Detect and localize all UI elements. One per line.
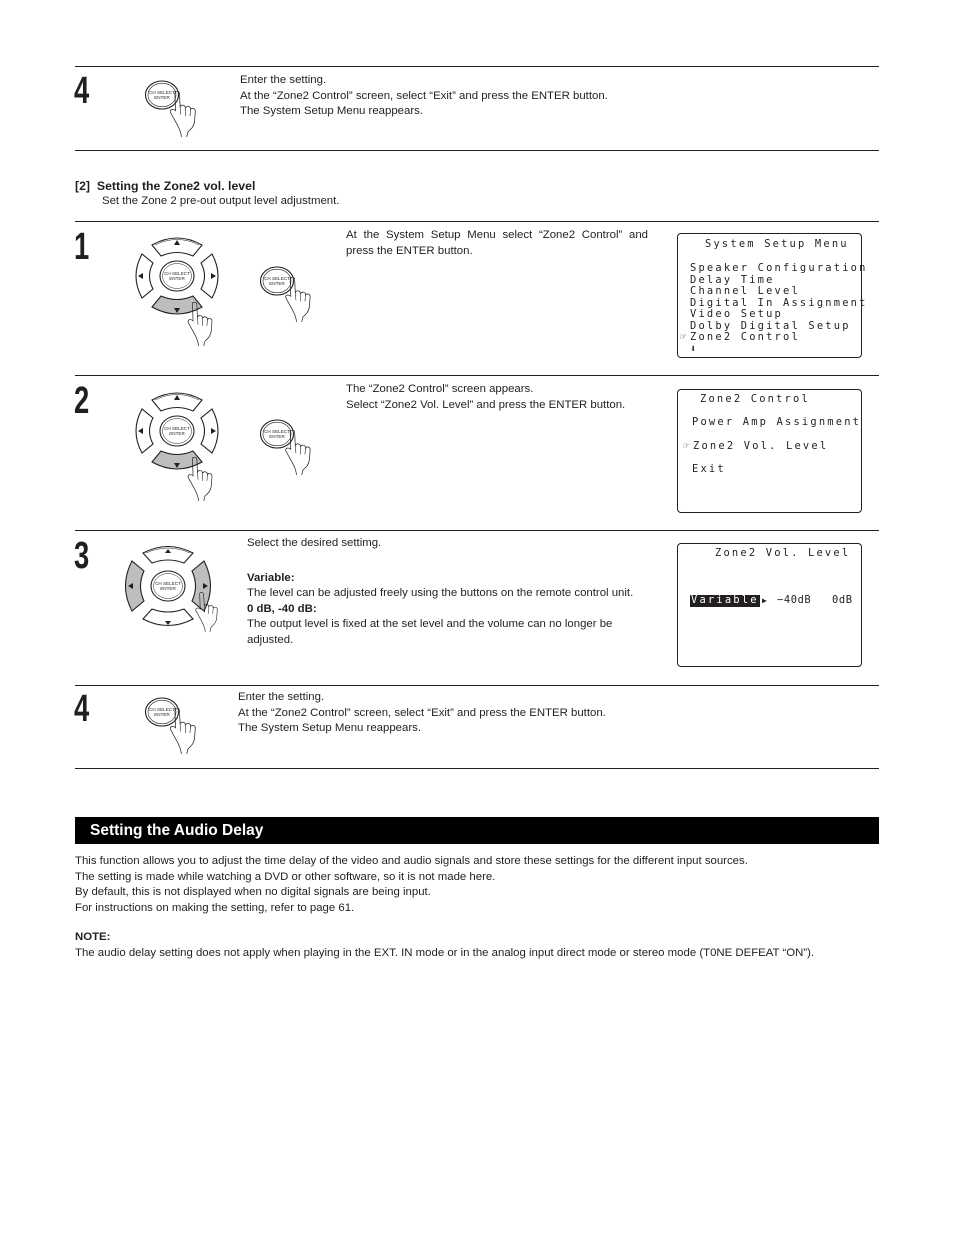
enter-button-press-icon: [255, 260, 327, 322]
svg-text:CH SELECT: CH SELECT: [264, 276, 290, 281]
step4-bottom-line3: The System Setup Menu reappears.: [238, 722, 421, 735]
cursor-pad-down-icon: [130, 232, 226, 348]
option-minus-40db: −40dB: [777, 594, 812, 606]
step4-bottom-line1: Enter the setting.: [238, 691, 325, 703]
menu-item-delay-time: Delay Time: [690, 273, 775, 286]
pointer-icon: ☞: [683, 440, 690, 452]
arrow-right-icon: ▶: [762, 596, 767, 605]
menu-item-zone2-control: Zone2 Control: [690, 331, 800, 343]
menu-item-video-setup: Video Setup: [690, 308, 784, 320]
step-number: 4: [74, 688, 90, 730]
audio-delay-para2: The setting is made while watching a DVD or other software, so it is not made here.: [75, 870, 496, 883]
svg-text:CH SELECT: CH SELECT: [149, 707, 175, 712]
audio-delay-para1: This function allows you to adjust the time delay of the video and audio signals and store these settings for the different input sources.: [75, 855, 748, 867]
section-subtext: Set the Zone 2 pre-out output level adjustment.: [102, 195, 340, 207]
menu-item-dolby-digital-setup: Dolby Digital Setup: [690, 319, 851, 332]
divider: [75, 685, 879, 686]
menu-item-speaker-configuration: Speaker Configuration: [690, 262, 868, 274]
cursor-pad-right-icon: [118, 541, 226, 641]
step3-intro: Select the desired settimg.: [247, 537, 382, 549]
step4-top-text: [240, 73, 680, 120]
section-heading: [2] Setting the Zone2 vol. level: [75, 179, 256, 193]
step-number: 1: [74, 226, 90, 268]
svg-text:ENTER: ENTER: [154, 712, 170, 717]
step2-text: [346, 382, 648, 413]
fixed-level-description: The output level is fixed at the set level and the volume can no longer be adjusted.: [247, 618, 613, 646]
svg-text:CH SELECT: CH SELECT: [155, 581, 181, 586]
scroll-down-icon: ⬇: [690, 342, 697, 355]
zone2-control-screen: [677, 389, 862, 513]
variable-label: Variable:: [247, 571, 295, 584]
fixed-level-label: 0 dB, -40 dB:: [247, 602, 317, 615]
step4-top-line3: The System Setup Menu reappears.: [240, 105, 423, 118]
system-setup-menu-screen: [677, 233, 868, 358]
option-0db: 0dB: [832, 594, 853, 606]
svg-text:ENTER: ENTER: [169, 431, 185, 436]
step-number: 3: [74, 535, 90, 577]
enter-button-press-icon: [255, 413, 327, 475]
variable-description: The level can be adjusted freely using the buttons on the remote control unit.: [247, 587, 634, 600]
menu-item-power-amp-assignment: Power Amp Assignment: [692, 416, 862, 428]
screen-title: Zone2 Vol. Level: [715, 547, 851, 559]
step4-top-line1: Enter the setting.: [240, 74, 327, 86]
note-text: The audio delay setting does not apply when playing in the EXT. IN mode or in the analog input direct mode or stereo mode (T0NE DEFEAT “ON”).: [75, 946, 815, 959]
svg-text:CH SELECT: CH SELECT: [164, 271, 190, 276]
step2-line2: Select “Zone2 Vol. Level” and press the ENTER button.: [346, 398, 626, 411]
section-title-audio-delay: Setting the Audio Delay: [75, 817, 879, 844]
svg-text:ENTER: ENTER: [269, 434, 285, 439]
enter-button-press-icon: [140, 77, 212, 137]
step4-bottom-text: [238, 690, 678, 737]
svg-text:ENTER: ENTER: [269, 281, 285, 286]
step2-line1: The “Zone2 Control” screen appears.: [346, 383, 534, 395]
zone2-vol-level-screen: [677, 543, 862, 667]
divider: [75, 221, 879, 222]
pointer-icon: ☞: [680, 331, 687, 343]
button-label-enter: ENTER: [154, 95, 170, 100]
menu-item-digital-in-assignment: Digital In Assignment: [690, 296, 868, 309]
menu-item-zone2-vol-level: Zone2 Vol. Level: [693, 440, 829, 452]
enter-button-press-icon: [140, 694, 212, 754]
audio-delay-para3: By default, this is not displayed when no digital signals are being input.: [75, 886, 431, 899]
audio-delay-para4: For instructions on making the setting, refer to page 61.: [75, 901, 355, 914]
step4-top-line2: At the “Zone2 Control” screen, select “Exit” and press the ENTER button.: [240, 89, 608, 102]
svg-text:ENTER: ENTER: [160, 586, 176, 591]
divider: [75, 530, 879, 531]
divider: [75, 375, 879, 376]
screen-title: System Setup Menu: [705, 238, 849, 250]
svg-text:CH SELECT: CH SELECT: [164, 426, 190, 431]
svg-text:ENTER: ENTER: [169, 276, 185, 281]
svg-text:CH SELECT: CH SELECT: [264, 429, 290, 434]
top-divider: [75, 66, 879, 67]
menu-item-exit: Exit: [692, 463, 726, 475]
step-number: 2: [74, 380, 90, 422]
option-variable-selected: Variable: [691, 594, 759, 606]
cursor-pad-down-icon: [130, 387, 226, 503]
divider: [75, 150, 879, 151]
note-label: NOTE:: [75, 931, 111, 944]
step1-text: At the System Setup Menu select “Zone2 Control” and press the ENTER button.: [346, 229, 648, 257]
audio-delay-body: [75, 854, 895, 962]
step-number: 4: [74, 70, 90, 112]
menu-item-channel-level: Channel Level: [690, 285, 800, 297]
divider: [75, 768, 879, 769]
step4-bottom-line2: At the “Zone2 Control” screen, select “Exit” and press the ENTER button.: [238, 706, 606, 719]
button-label-ch-select: CH SELECT: [149, 90, 175, 95]
step3-text: [247, 536, 657, 649]
screen-title: Zone2 Control: [700, 393, 810, 405]
